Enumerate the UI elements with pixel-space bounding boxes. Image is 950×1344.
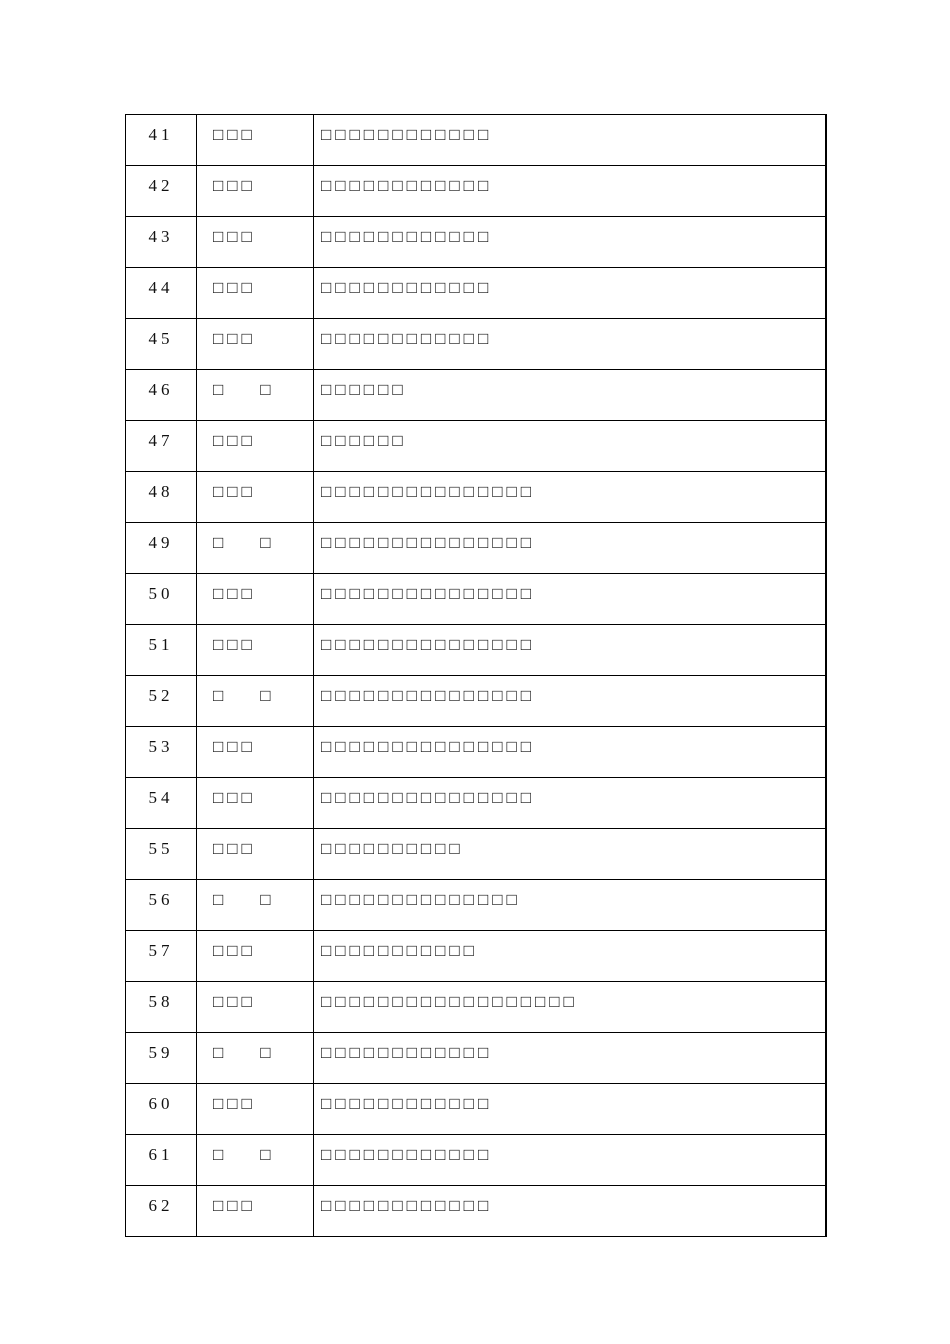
unit-cell [314, 472, 827, 523]
unit-cell [314, 829, 827, 880]
unit-text: □□□□□□□□□□□□ [321, 227, 493, 246]
row-number-cell [126, 217, 197, 268]
table-row [126, 982, 827, 1033]
person-name: □□□ [213, 1094, 256, 1113]
row-number-cell [126, 1186, 197, 1237]
unit-cell [314, 1084, 827, 1135]
table-row [126, 931, 827, 982]
row-number: 55 [148, 839, 174, 858]
row-number-cell [126, 421, 197, 472]
unit-cell [314, 778, 827, 829]
row-number: 42 [148, 176, 174, 195]
table-row [126, 472, 827, 523]
unit-cell [314, 268, 827, 319]
unit-text: □□□□□□□□□□□□□□□□□□ [321, 992, 578, 1011]
row-number-cell [126, 727, 197, 778]
table-row [126, 1033, 827, 1084]
table-row [126, 676, 827, 727]
unit-cell [314, 880, 827, 931]
name-cell [197, 115, 314, 166]
name-cell [197, 727, 314, 778]
unit-cell [314, 982, 827, 1033]
unit-text: □□□□□□ [321, 380, 407, 399]
unit-text: □□□□□□□□□□□□ [321, 278, 493, 297]
unit-text: □□□□□□ [321, 431, 407, 450]
unit-text: □□□□□□□□□□□□□□□ [321, 686, 536, 705]
row-number: 43 [148, 227, 174, 246]
row-number: 49 [148, 533, 174, 552]
person-name: □ □ [213, 380, 275, 399]
unit-cell [314, 1135, 827, 1186]
row-number-cell [126, 625, 197, 676]
name-cell [197, 523, 314, 574]
row-number: 48 [148, 482, 174, 501]
name-cell [197, 574, 314, 625]
unit-cell [314, 931, 827, 982]
unit-cell [314, 574, 827, 625]
unit-cell [314, 115, 827, 166]
table-row [126, 1084, 827, 1135]
table-row [126, 370, 827, 421]
unit-cell [314, 727, 827, 778]
name-cell [197, 1084, 314, 1135]
unit-cell [314, 676, 827, 727]
person-name: □□□ [213, 176, 256, 195]
unit-text: □□□□□□□□□□□□□□□ [321, 788, 536, 807]
unit-text: □□□□□□□□□□□□□□ [321, 890, 521, 909]
unit-cell [314, 370, 827, 421]
table-row [126, 217, 827, 268]
row-number: 45 [148, 329, 174, 348]
table-row [126, 778, 827, 829]
name-cell [197, 829, 314, 880]
unit-cell [314, 421, 827, 472]
name-cell [197, 370, 314, 421]
table-row [126, 319, 827, 370]
unit-cell [314, 319, 827, 370]
row-number: 60 [148, 1094, 174, 1113]
row-number-cell [126, 982, 197, 1033]
person-name: □□□ [213, 227, 256, 246]
table-row [126, 1186, 827, 1237]
row-number-cell [126, 370, 197, 421]
person-name: □ □ [213, 1043, 275, 1062]
table-row [126, 268, 827, 319]
row-number-cell [126, 472, 197, 523]
person-name: □□□ [213, 329, 256, 348]
name-cell [197, 217, 314, 268]
table-row [126, 421, 827, 472]
row-number: 59 [148, 1043, 174, 1062]
unit-text: □□□□□□□□□□□□ [321, 329, 493, 348]
row-number: 44 [148, 278, 174, 297]
table-row [126, 115, 827, 166]
unit-text: □□□□□□□□□□□□ [321, 1094, 493, 1113]
row-number-cell [126, 574, 197, 625]
table-row [126, 166, 827, 217]
person-name: □ □ [213, 533, 275, 552]
name-cell [197, 931, 314, 982]
unit-text: □□□□□□□□□□□□ [321, 1196, 493, 1215]
row-number: 52 [148, 686, 174, 705]
person-name: □□□ [213, 839, 256, 858]
table-row [126, 523, 827, 574]
table-row [126, 880, 827, 931]
row-number-cell [126, 523, 197, 574]
row-number: 57 [148, 941, 174, 960]
person-name: □□□ [213, 125, 256, 144]
name-cell [197, 268, 314, 319]
unit-cell [314, 523, 827, 574]
unit-text: □□□□□□□□□□□□ [321, 125, 493, 144]
row-number-cell [126, 931, 197, 982]
table-row [126, 829, 827, 880]
unit-text: □□□□□□□□□□□□□□□ [321, 737, 536, 756]
person-name: □□□ [213, 737, 256, 756]
name-cell [197, 472, 314, 523]
row-number-cell [126, 1135, 197, 1186]
person-name: □□□ [213, 431, 256, 450]
unit-text: □□□□□□□□□□□□□□□ [321, 635, 536, 654]
roster-table-body [126, 115, 827, 1237]
unit-cell [314, 1186, 827, 1237]
person-name: □□□ [213, 482, 256, 501]
row-number-cell [126, 880, 197, 931]
row-number-cell [126, 778, 197, 829]
person-name: □□□ [213, 584, 256, 603]
unit-text: □□□□□□□□□□□□□□□ [321, 584, 536, 603]
row-number: 51 [148, 635, 174, 654]
unit-cell [314, 166, 827, 217]
row-number-cell [126, 829, 197, 880]
name-cell [197, 982, 314, 1033]
unit-cell [314, 1033, 827, 1084]
unit-text: □□□□□□□□□□□□ [321, 1043, 493, 1062]
row-number: 41 [148, 125, 174, 144]
name-cell [197, 166, 314, 217]
name-cell [197, 778, 314, 829]
name-cell [197, 1135, 314, 1186]
row-number: 56 [148, 890, 174, 909]
name-cell [197, 1033, 314, 1084]
row-number: 46 [148, 380, 174, 399]
person-name: □□□ [213, 788, 256, 807]
row-number: 62 [148, 1196, 174, 1215]
unit-cell [314, 625, 827, 676]
person-name: □□□ [213, 992, 256, 1011]
row-number-cell [126, 676, 197, 727]
table-row [126, 727, 827, 778]
row-number-cell [126, 1033, 197, 1084]
row-number-cell [126, 1084, 197, 1135]
unit-text: □□□□□□□□□□□□ [321, 1145, 493, 1164]
name-cell [197, 625, 314, 676]
row-number: 58 [148, 992, 174, 1011]
row-number: 47 [148, 431, 174, 450]
person-name: □ □ [213, 686, 275, 705]
unit-cell [314, 217, 827, 268]
row-number-cell [126, 115, 197, 166]
name-cell [197, 676, 314, 727]
person-name: □□□ [213, 1196, 256, 1215]
row-number-cell [126, 319, 197, 370]
person-name: □ □ [213, 1145, 275, 1164]
table-row [126, 625, 827, 676]
name-cell [197, 880, 314, 931]
row-number-cell [126, 268, 197, 319]
row-number: 54 [148, 788, 174, 807]
name-cell [197, 421, 314, 472]
roster-table [125, 114, 827, 1237]
row-number: 50 [148, 584, 174, 603]
row-number: 53 [148, 737, 174, 756]
person-name: □□□ [213, 278, 256, 297]
name-cell [197, 319, 314, 370]
person-name: □□□ [213, 635, 256, 654]
unit-text: □□□□□□□□□□□□ [321, 176, 493, 195]
table-row [126, 1135, 827, 1186]
row-number: 61 [148, 1145, 174, 1164]
person-name: □ □ [213, 890, 275, 909]
unit-text: □□□□□□□□□□□□□□□ [321, 533, 536, 552]
unit-text: □□□□□□□□□□□□□□□ [321, 482, 536, 501]
row-number-cell [126, 166, 197, 217]
person-name: □□□ [213, 941, 256, 960]
table-row [126, 574, 827, 625]
unit-text: □□□□□□□□□□ [321, 839, 464, 858]
unit-text: □□□□□□□□□□□ [321, 941, 478, 960]
name-cell [197, 1186, 314, 1237]
